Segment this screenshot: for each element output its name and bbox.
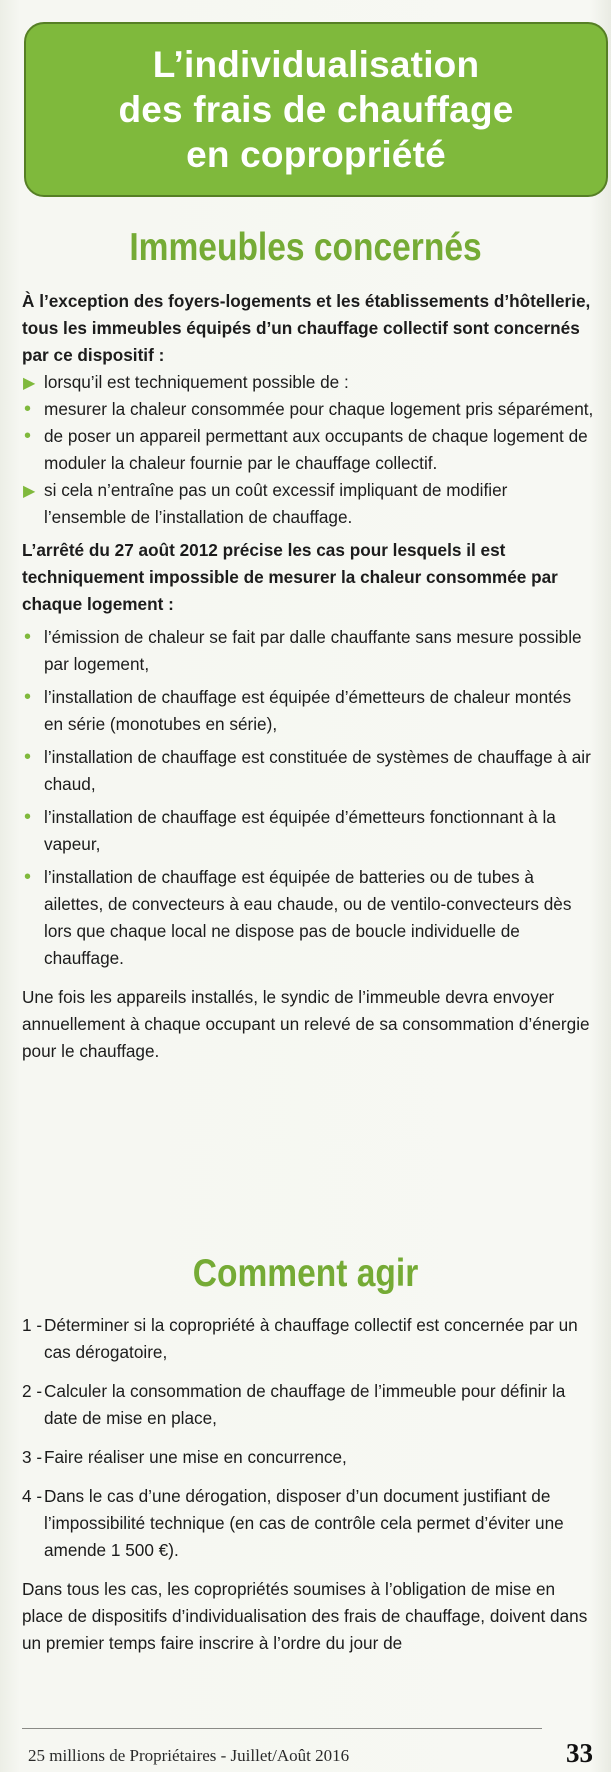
list-item [22,423,594,477]
title-line-1: L’individualisation [152,44,480,85]
list-item-text: de poser un appareil permettant aux occupants de chaque logement de moduler la chaleur fournie par le chauffage collectif. [44,426,588,473]
step-item [22,1483,594,1564]
title-banner [24,22,608,197]
step-number: 1 - [22,1315,43,1335]
bullet-icon: • [24,746,32,768]
step-number: 3 - [22,1447,43,1467]
step-text: Faire réaliser une mise en concurrence, [44,1447,347,1467]
intro-paragraph: À l’exception des foyers-logements et les établissements d’hôtellerie, tous les immeubles équipés d’un chauffage collectif sont concernés par ce dispositif : [22,291,591,365]
bullet-icon: • [24,686,32,708]
list-item-text: l’installation de chauffage est équipée d’émetteurs fonctionnant à la vapeur, [44,807,556,854]
title-line-2: des frais de chauffage [118,89,514,130]
section-heading-immeubles: Immeubles concernés [129,226,482,269]
bullet-icon: • [24,425,32,447]
step-item [22,1444,594,1471]
list-item-text: l’installation de chauffage est équipée d’émetteurs de chaleur montés en série (monotubes en série), [44,687,572,734]
list-item [22,396,594,423]
list-item [22,477,594,531]
list-item-text: mesurer la chaleur consommée pour chaque logement pris séparément, [44,399,594,419]
publication-info: 25 millions de Propriétaires - Juillet/Août 2016 [28,1746,350,1765]
list-item-text: l’installation de chauffage est équipée de batteries ou de tubes à ailettes, de convecteurs à eau chaude, ou de ventilo-convecteurs dès lors que chaque local ne dispose pas de boucle individuelle de chauffage. [44,867,572,968]
bullet-icon: • [24,626,32,648]
section-comment-agir-body [22,1312,594,1657]
footer-divider [22,1728,542,1729]
bullet-icon: • [24,806,32,828]
bullet-icon: • [24,866,32,888]
section-heading-comment-agir: Comment agir [192,1252,419,1295]
step-text: Dans le cas d’une dérogation, disposer d’un document justifiant de l’impossibilité technique (en cas de contrôle cela permet d’éviter une amende 1 500 €). [44,1486,564,1560]
step-text: Calculer la consommation de chauffage de l’immeuble pour définir la date de mise en place, [44,1381,566,1428]
step-item [22,1312,594,1366]
closing-paragraph: Dans tous les cas, les copropriétés soumises à l’obligation de mise en place de dispositifs d’individualisation des frais de chauffage, doivent dans un premier temps faire inscrire à l’ordre du jour de [22,1579,588,1653]
list-item-text: lorsqu’il est techniquement possible de : [44,372,349,392]
title-line-3: en copropriété [186,134,446,175]
section-immeubles-body [22,288,594,1065]
step-number: 4 - [22,1486,43,1506]
arrete-paragraph: L’arrêté du 27 août 2012 précise les cas pour lesquels il est techniquement impossible de mesurer la chaleur consommée par chaque logement : [22,540,558,614]
step-number: 2 - [22,1381,43,1401]
list-item [22,864,594,972]
list-item [22,684,594,738]
list-item [22,369,594,396]
closing-paragraph: Une fois les appareils installés, le syndic de l’immeuble devra envoyer annuellement à chaque occupant un relevé de sa consommation d’énergie pour le chauffage. [22,987,590,1061]
list-item-text: l’installation de chauffage est constituée de systèmes de chauffage à air chaud, [44,747,591,794]
bullet-icon: • [24,398,32,420]
list-item-text: l’émission de chaleur se fait par dalle chauffante sans mesure possible par logement, [44,627,582,674]
list-item [22,804,594,858]
page-footer [0,1718,611,1772]
arrow-icon: ▶ [23,375,36,392]
arrow-icon: ▶ [23,483,36,500]
list-item [22,624,594,678]
page-number: 33 [566,1738,593,1768]
step-text: Déterminer si la copropriété à chauffage collectif est concernée par un cas dérogatoire, [44,1315,578,1362]
step-item [22,1378,594,1432]
list-item-text: si cela n’entraîne pas un coût excessif impliquant de modifier l’ensemble de l’installation de chauffage. [44,480,508,527]
list-item [22,744,594,798]
